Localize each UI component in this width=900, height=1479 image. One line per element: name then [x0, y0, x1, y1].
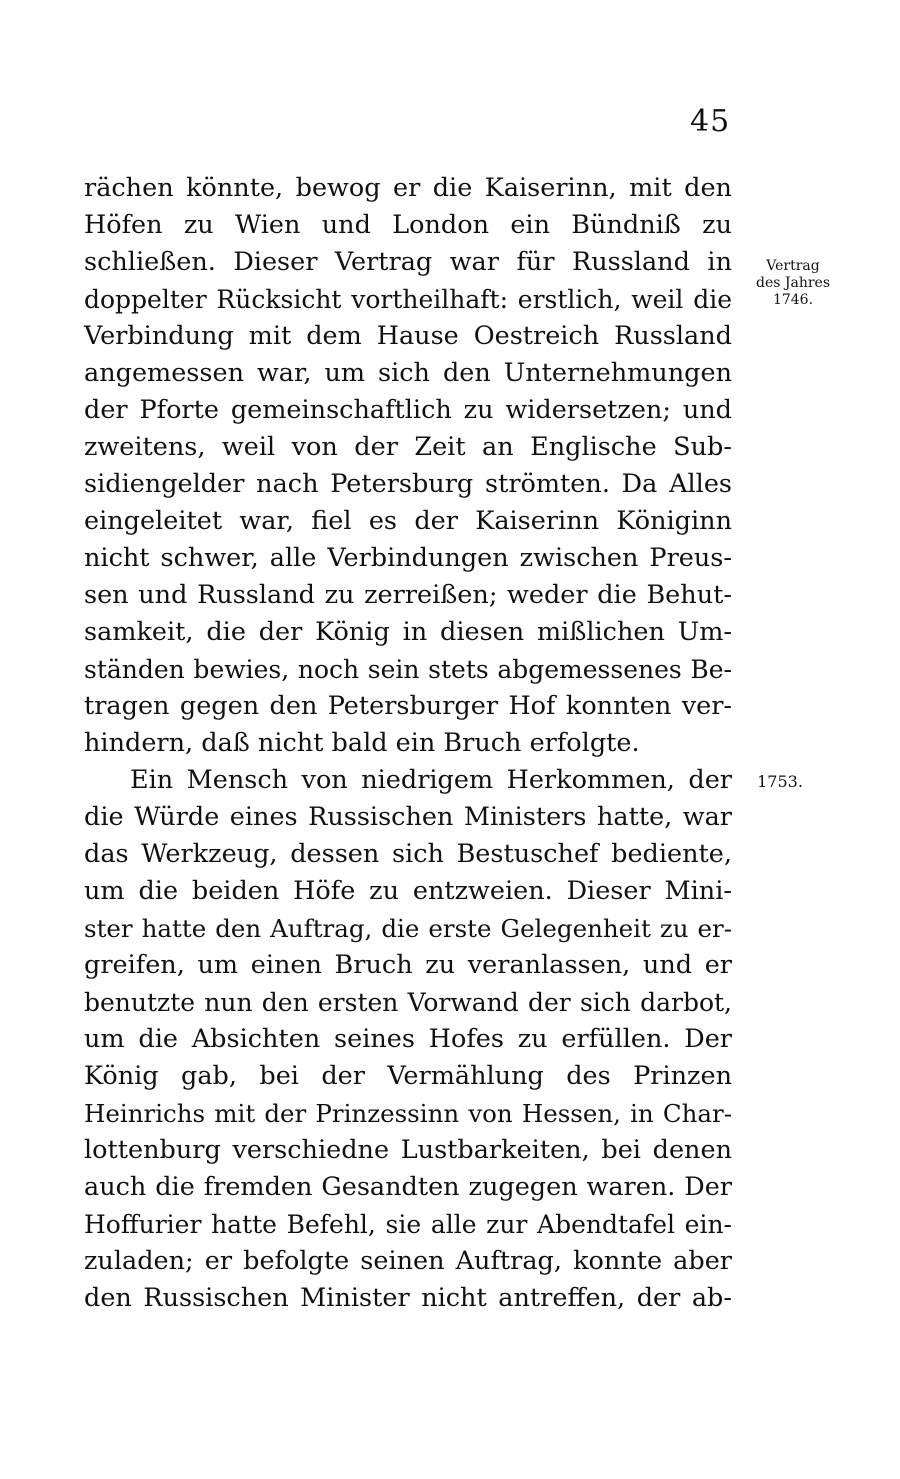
text-line: König gab, bei der Vermählung des Prinzen: [84, 1061, 732, 1091]
margin-note-line: 1746.: [772, 292, 814, 308]
text-line: samkeit, die der König in diesen mißlichen Um-: [84, 617, 732, 647]
margin-note-year: [740, 773, 820, 790]
margin-note-treaty-year: [738, 258, 848, 309]
text-line: rächen könnte, bewog er die Kaiserinn, mit den: [84, 173, 732, 203]
text-line: zuladen; er befolgte seinen Auftrag, konnte aber: [84, 1246, 732, 1276]
text-line: zweitens, weil von der Zeit an Englische Sub-: [84, 432, 732, 462]
margin-note-line: des Jahres: [755, 275, 831, 291]
margin-note-line: 1753.: [757, 772, 803, 791]
text-line: den Russischen Minister nicht antreffen, der ab-: [84, 1283, 732, 1313]
text-line: auch die fremden Gesandten zugegen waren. Der: [84, 1172, 732, 1202]
text-line: Heinrichs mit der Prinzessinn von Hessen, in Char-: [84, 1099, 732, 1128]
text-line: lottenburg verschiedne Lustbarkeiten, bei denen: [84, 1135, 732, 1165]
text-line: hindern, daß nicht bald ein Bruch erfolgte.: [84, 728, 640, 758]
text-line: tragen gegen den Petersburger Hof konnten ver-: [84, 691, 732, 721]
text-line: schließen. Dieser Vertrag war für Russland in: [84, 247, 732, 277]
text-line: um die Absichten seines Hofes zu erfüllen. Der: [84, 1024, 732, 1054]
text-line: Hoffurier hatte Befehl, sie alle zur Abendtafel ein-: [84, 1210, 732, 1239]
text-line: das Werkzeug, dessen sich Bestuschef bediente,: [84, 839, 732, 869]
text-line: um die beiden Höfe zu entzweien. Dieser Mini-: [84, 876, 732, 906]
text-line: die Würde eines Russischen Ministers hatte, war: [84, 802, 732, 832]
text-line: ster hatte den Auftrag, die erste Gelegenheit zu er-: [84, 914, 732, 943]
text-line: ständen bewies, noch sein stets abgemessenes Be-: [84, 655, 732, 684]
text-line: greifen, um einen Bruch zu veranlassen, und er: [84, 950, 732, 980]
text-line: sidiengelder nach Petersburg strömten. Da Alles: [84, 469, 732, 499]
text-line: nicht schwer, alle Verbindungen zwischen Preus-: [84, 543, 732, 573]
text-line: eingeleitet war, fiel es der Kaiserinn Königinn: [84, 506, 732, 536]
page-number: 45: [690, 104, 731, 139]
text-line: Verbindung mit dem Hause Oestreich Russland: [84, 321, 732, 351]
text-line: angemessen war, um sich den Unternehmungen: [84, 358, 732, 388]
text-line: der Pforte gemeinschaftlich zu widersetzen; und: [84, 395, 732, 425]
margin-note-line: Vertrag: [766, 258, 820, 274]
text-line: Ein Mensch von niedrigem Herkommen, der: [130, 765, 732, 795]
body-text: [84, 170, 732, 1317]
text-line: sen und Russland zu zerreißen; weder die Behut-: [84, 580, 732, 610]
text-line: doppelter Rücksicht vortheilhaft: erstlich, weil die: [84, 285, 732, 314]
text-line: benutzte nun den ersten Vorwand der sich darbot,: [84, 988, 732, 1017]
text-line: Höfen zu Wien und London ein Bündniß zu: [84, 210, 732, 240]
